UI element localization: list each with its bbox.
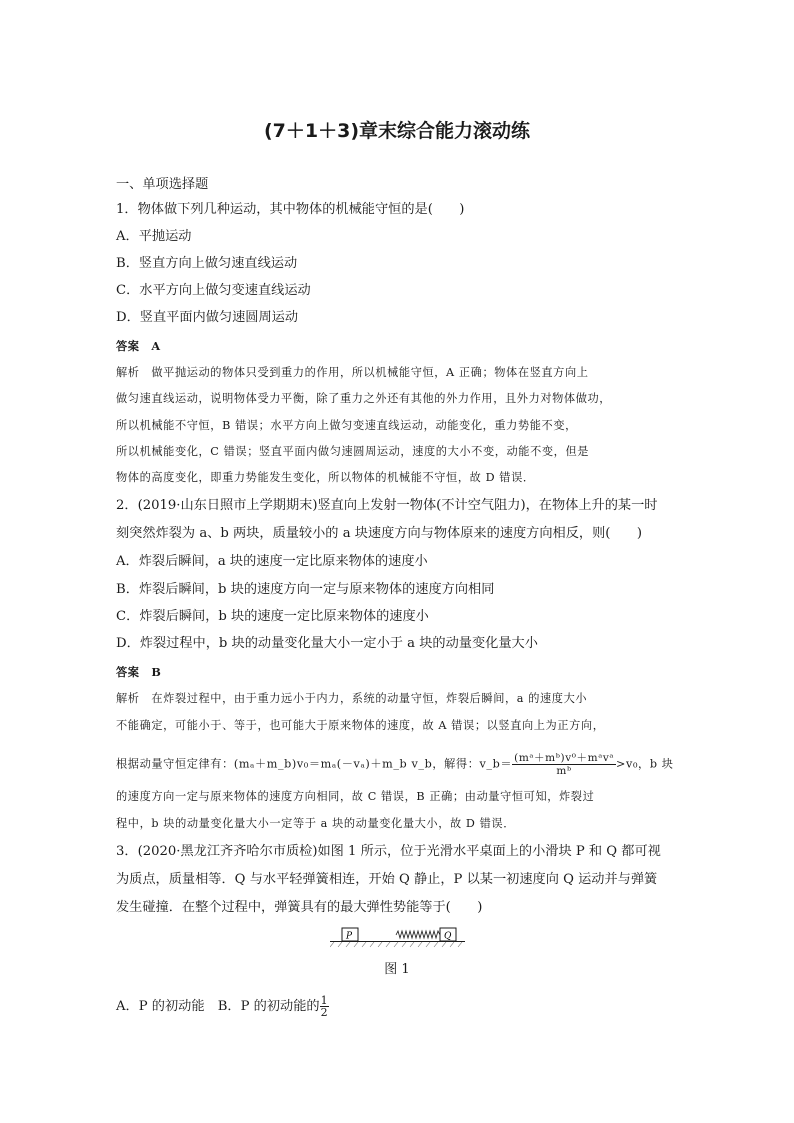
formula-fraction bbox=[512, 752, 616, 777]
q1-option-b: B．竖直方向上做匀速直线运动 bbox=[116, 256, 298, 271]
surface-hatching bbox=[330, 942, 462, 947]
q2-analysis-line: 解析 在炸裂过程中，由于重力远小于内力，系统的动量守恒，炸裂后瞬间，a 的速度大小 bbox=[116, 692, 588, 705]
q3-stem-line: 为质点，质量相等．Q 与水平轻弹簧相连，开始 Q 静止，P 以某一初速度向 Q 运动并与弹簧 bbox=[116, 872, 658, 887]
q2-option-a: A．炸裂后瞬间，a 块的速度一定比原来物体的速度小 bbox=[116, 554, 428, 569]
label-p: P bbox=[346, 931, 353, 942]
q2-option-d: D．炸裂过程中，b 块的动量变化量大小一定小于 a 块的动量变化量大小 bbox=[116, 636, 538, 651]
half-fraction bbox=[320, 995, 329, 1018]
q3-stem-line: 发生碰撞．在整个过程中，弹簧具有的最大弹性势能等于( ) bbox=[116, 900, 483, 915]
q2-stem-line: 刻突然炸裂为 a、b 两块，质量较小的 a 块速度方向与物体原来的速度方向相反，则( ) bbox=[116, 526, 642, 541]
q1-analysis-line: 所以机械能不守恒，B 错误；水平方向上做匀变速直线运动，动能变化，重力势能不变， bbox=[116, 419, 577, 432]
q1-analysis-line: 物体的高度变化，即重力势能发生变化，所以物体的机械能不守恒，故 D 错误． bbox=[116, 471, 535, 484]
spring-block-diagram bbox=[330, 925, 465, 955]
label-q: Q bbox=[444, 931, 452, 942]
formula-suffix: >v₀，b 块 bbox=[616, 757, 674, 771]
fraction-denominator: mᵇ bbox=[556, 765, 572, 777]
q3-stem-line: 3．(2020·黑龙江齐齐哈尔市质检)如图 1 所示，位于光滑水平桌面上的小滑块 P 和 Q 都可视 bbox=[116, 844, 661, 859]
fraction-numerator: (mᵃ＋mᵇ)v⁰＋mᵃvᵃ bbox=[514, 752, 615, 764]
section-heading: 一、单项选择题 bbox=[116, 177, 209, 192]
q1-answer: 答案 A bbox=[116, 339, 161, 353]
q1-option-d: D．竖直平面内做匀速圆周运动 bbox=[116, 310, 299, 325]
half-denominator: 2 bbox=[320, 1006, 328, 1019]
half-numerator: 1 bbox=[320, 994, 328, 1007]
q2-answer: 答案 B bbox=[116, 665, 162, 679]
q2-analysis-line: 不能确定，可能小于、等于，也可能大于原来物体的速度，故 A 错误；以竖直向上为正方向， bbox=[116, 719, 605, 732]
q1-option-c: C．水平方向上做匀变速直线运动 bbox=[116, 283, 311, 298]
q1-analysis-line: 解析 做平抛运动的物体只受到重力的作用，所以机械能守恒，A 正确；物体在竖直方向上 bbox=[116, 366, 589, 379]
q2-option-c: C．炸裂后瞬间，b 块的速度一定比原来物体的速度小 bbox=[116, 609, 429, 624]
q2-option-b: B．炸裂后瞬间，b 块的速度方向一定与原来物体的速度方向相同 bbox=[116, 582, 495, 597]
q3-options-text: A．P 的初动能 B．P 的初动能的 bbox=[116, 999, 320, 1014]
q2-formula-line bbox=[116, 752, 674, 777]
q3-options-line bbox=[116, 995, 329, 1018]
q1-analysis-line: 做匀速直线运动，说明物体受力平衡，除了重力之外还有其他的外力作用，且外力对物体做功， bbox=[116, 392, 612, 405]
page-title: (7＋1＋3)章末综合能力滚动练 bbox=[263, 120, 531, 142]
q1-stem: 1．物体做下列几种运动，其中物体的机械能守恒的是( ) bbox=[116, 202, 465, 217]
q2-stem-line: 2．(2019·山东日照市上学期期末)竖直向上发射一物体(不计空气阻力)，在物体上升的某一时 bbox=[116, 498, 658, 513]
figure-1-diagram bbox=[330, 925, 465, 955]
figure-caption: 图 1 bbox=[384, 962, 410, 977]
q2-analysis-line: 的速度方向一定与原来物体的速度方向相同，故 C 错误，B 正确；由动量守恒可知，炸裂过 bbox=[116, 790, 595, 803]
formula-prefix: 根据动量守恒定律有：(mₐ＋m_b)v₀＝mₐ(－vₐ)＋m_b v_b，解得：v_b＝ bbox=[116, 757, 513, 771]
spring bbox=[396, 931, 440, 938]
q1-option-a: A．平抛运动 bbox=[116, 229, 192, 244]
q2-analysis-line: 程中，b 块的动量变化量大小一定等于 a 块的动量变化量大小，故 D 错误． bbox=[116, 817, 516, 830]
q1-analysis-line: 所以机械能变化，C 错误；竖直平面内做匀速圆周运动，速度的大小不变，动能不变，但是 bbox=[116, 445, 590, 458]
